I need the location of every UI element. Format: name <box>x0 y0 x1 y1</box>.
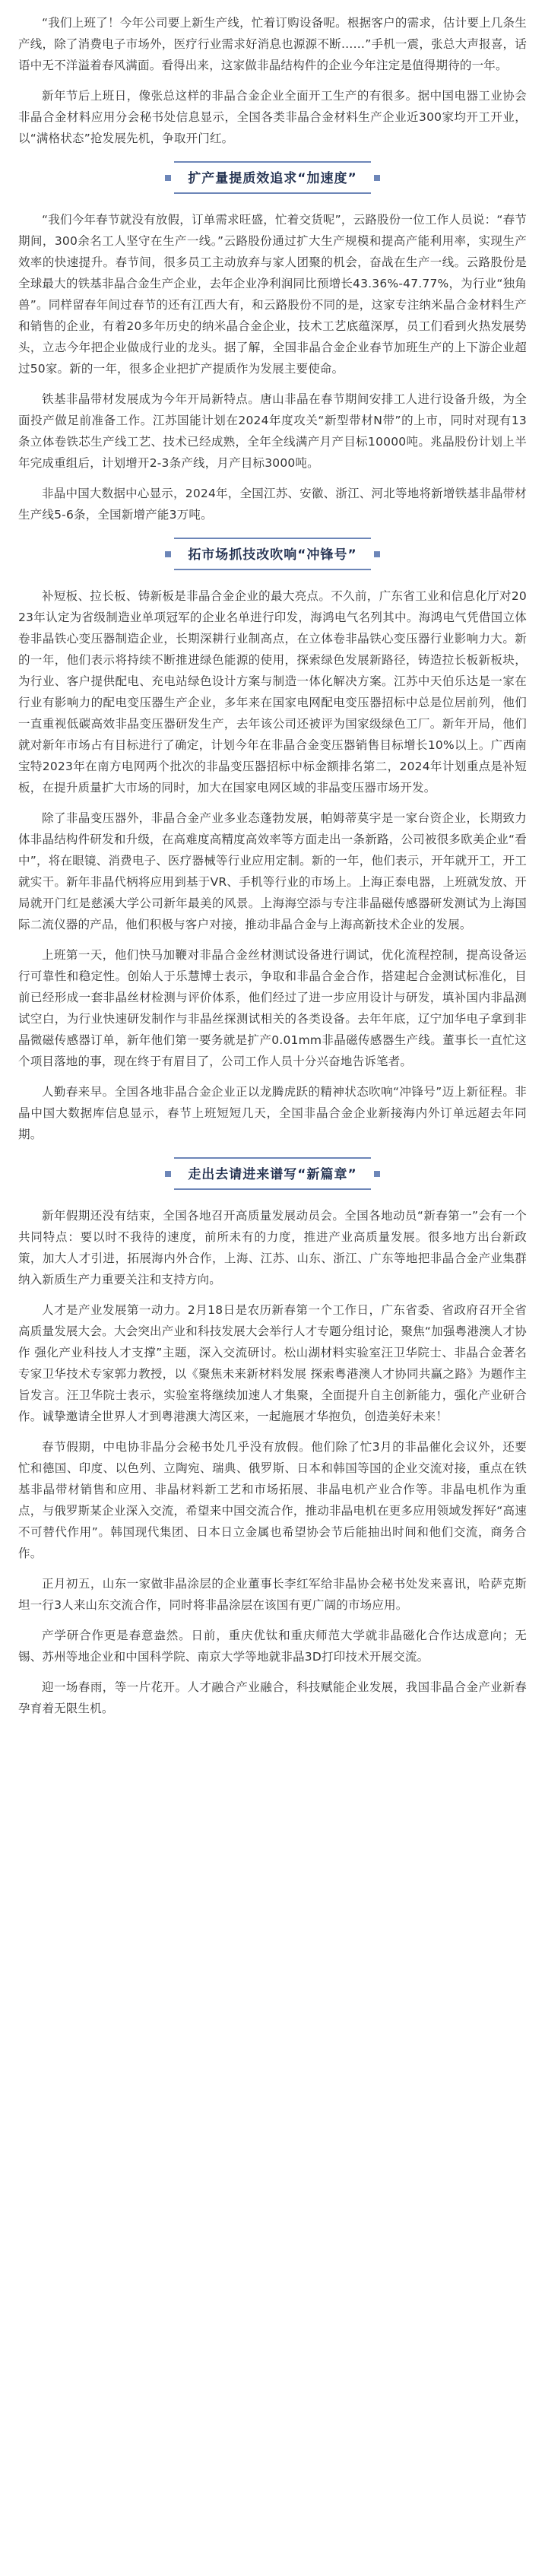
section-go-global <box>18 1157 527 1719</box>
paragraph: 除了非晶变压器外，非晶合金产业多业态蓬勃发展，帕姆蒂莫宇是一家台资企业，长期致力体非晶结构件研发和升级，在高难度高精度高效率等方面走出一条新路，公司被很多欧美企业“看中”，将在眼镜、消费电子、医疗器械等行业应用定制。新的一年，他们表示，开年就开工，开工就实干。新年非晶代柄将应用到基于VR、手机等行业的市场上。上海正泰电器，上班就发放、开局就开门红是慈溪大学公司新年最美的风景。上海海空添与专注非晶磁传感器研发测试为上海国际二流仪器的产品，他们积极与客户对接，推动非晶合金与上海高新技术企业的发展。 <box>18 811 527 931</box>
intro-section <box>18 12 527 149</box>
section-expand-capacity <box>18 161 527 525</box>
paragraph: 新年节后上班日，像张总这样的非晶合金企业全面开工生产的有很多。据中国电器工业协会非晶合金材料应用分会秘书处信息显示，全国各类非晶合金材料生产企业近300家均开工开业，以“满格状态”抢发展先机，争取开门红。 <box>18 89 527 145</box>
paragraph: 非晶中国大数据中心显示，2024年，全国江苏、安徽、浙江、河北等地将新增铁基非晶带材生产线5-6条，全国新增产能3万吨。 <box>18 487 527 522</box>
paragraph: 铁基非晶带材发展成为今年开局新特点。唐山非晶在春节期间安排工人进行设备升级，为全面投产做足前准备工作。江苏国能计划在2024年度攻关“新型带材N带”的上市，同时对现有13条立体卷铁芯生产线工艺、技术已经成熟，全年全线满产月产目标10000吨。兆晶股份计划上半年完成重组后，计划增开2-3条产线，月产目标3000吨。 <box>18 392 527 470</box>
section-heading-wrap <box>18 161 527 194</box>
section-heading-wrap <box>18 538 527 570</box>
paragraph: 上班第一天，他们快马加鞭对非晶合金丝材测试设备进行调试，优化流程控制，提高设备运行可靠性和稳定性。创始人于乐慧博士表示，争取和非晶合金合作，搭建起合金测试标准化，目前已经形成一套非晶丝材检测与评价体系，他们经过了进一步应用设计与研发，填补国内非晶测试空白，为行业快速研发制作与非晶丝探测试相关的各类设备。去年年底，辽宁加华电子拿到非晶微磁传感器订单，新年他们第一要务就是扩产0.01mm非晶磁传感器生产线。董事长一直忙这个项目落地的事，现在终于有眉目了，公司工作人员十分兴奋地告诉笔者。 <box>18 948 527 1068</box>
paragraph: 人勤春来早。全国各地非晶合金企业正以龙腾虎跃的精神状态吹响“冲锋号”迈上新征程。非晶中国大数据库信息显示，春节上班短短几天，全国非晶合金企业新接海内外订单远超去年同期。 <box>18 1085 527 1141</box>
paragraph: 新年假期还没有结束，全国各地召开高质量发展动员会。全国各地动员“新春第一”会有一个共同特点：要以时不我待的速度，前所未有的力度，推进产业高质量发展。很多地方出台新政策，加大人才引进，拓展海内外合作，上海、江苏、山东、浙江、广东等地把非晶合金产业集群纳入新质生产力重要关注和支持方向。 <box>18 1209 527 1286</box>
section-heading: 拓市场抓技改吹响“冲锋号” <box>174 538 370 570</box>
section-heading: 扩产量提质效追求“加速度” <box>174 161 370 194</box>
section-heading-wrap <box>18 1157 527 1190</box>
paragraph: 人才是产业发展第一动力。2月18日是农历新春第一个工作日，广东省委、省政府召开全省高质量发展大会。大会突出产业和科技发展大会举行人才专题分组讨论，聚焦“加强粤港澳人才协作 强化产业科技人才支撑”主题，深入交流研讨。松山湖材料实验室汪卫华院士、非晶合金著名专家卫华技术专家郭力教授，以《聚焦未来新材料发展 探索粤港澳人才协同共赢之路》为题作主旨发言。汪卫华院士表示，实验室将继续加速人才集聚，全面提升自主创新能力，强化产业研合作。诚挚邀请全世界人才到粤港澳大湾区来，一起施展才华抱负，创造美好未来！ <box>18 1303 527 1423</box>
paragraph: 正月初五，山东一家做非晶涂层的企业董事长李红军给非晶协会秘书处发来喜讯，哈萨克斯坦一行3人来山东交流合作，同时将非晶涂层在该国有更广阔的市场应用。 <box>18 1577 527 1612</box>
section-expand-market <box>18 538 527 1145</box>
section-heading: 走出去请进来谱写“新篇章” <box>174 1157 370 1190</box>
paragraph: 产学研合作更是春意盎然。日前，重庆优钛和重庆师范大学就非晶磁化合作达成意向；无锡、苏州等地企业和中国科学院、南京大学等地就非晶3D打印技术开展交流。 <box>18 1629 527 1664</box>
paragraph: 春节假期，中电协非晶分会秘书处几乎没有放假。他们除了忙3月的非晶催化会议外，还要忙和德国、印度、以色列、立陶宛、瑞典、俄罗斯、日本和韩国等国的企业交流对接，重点在铁基非晶带材销售和应用、非晶材料新工艺和市场拓展、非晶电机产业合作等。非晶电机作为重点，与俄罗斯某企业深入交流，希望来中国交流合作，推动非晶电机在更多应用领域发挥好“高速不可替代作用”。韩国现代集团、日本日立金属也希望协会节后能抽出时间和他们交流，商务合作。 <box>18 1440 527 1560</box>
paragraph: “我们上班了！今年公司要上新生产线，忙着订购设备呢。根据客户的需求，估计要上几条生产线，除了消费电子市场外，医疗行业需求好消息也源源不断……”手机一震，张总大声报喜，话语中无不洋溢着春风满面。看得出来，这家做非晶结构件的企业今年注定是值得期待的一年。 <box>18 16 527 72</box>
paragraph: 补短板、拉长板、铸新板是非晶合金企业的最大亮点。不久前，广东省工业和信息化厅对2023年认定为省级制造业单项冠军的企业名单进行印发，海鸿电气名列其中。海鸿电气凭借国立体卷非晶铁心变压器制造企业，长期深耕行业制高点，在立体卷非晶铁心变压器行业影响力大。新的一年，他们表示将持续不断推进绿色能源的使用，探索绿色发展新路径，铸造拉长板新板块，为行业、客户提供配电、充电站绿色设计方案与制造一体化解决方案。江苏中天伯乐达是一家在行业有影响力的配电变压器生产企业，多年来在国家电网配电变压器招标中总是位居前列，他们一直重视低碳高效非晶变压器研发生产，去年该公司还被评为国家级绿色工厂。新年开局，他们就对新年市场占有目标进行了确定，计划今年在非晶合金变压器销售目标增长10%以上。广西南宝特2023年在南方电网两个批次的非晶变压器招标中标金额排名第二，2024年计划重点是补短板，在提升质量扩大市场的同时，加大在国家电网区域的非晶变压器市场开发。 <box>18 589 527 795</box>
paragraph: 迎一场春雨，等一片花开。人才融合产业融合，科技赋能企业发展，我国非晶合金产业新春孕育着无限生机。 <box>18 1680 527 1715</box>
paragraph: “我们今年春节就没有放假，订单需求旺盛，忙着交货呢”，云路股份一位工作人员说：“春节期间，300余名工人坚守在生产一线。”云路股份通过扩大生产规模和提高产能利用率，实现生产效率的快速提升。春节间，很多员工主动放弃与家人团聚的机会，奋战在生产一线。云路股份是全球最大的铁基非晶合金生产企业，去年企业净利润同比预增长43.36%-47.77%，为行业“独角兽”。同样留春年间过春节的还有江西大有，和云路股份不同的是，这家专注纳米晶合金材料生产和销售的企业，有着20多年历史的纳米晶合金企业，技术工艺底蕴深厚，员工们看到火热发展势头，立志今年把企业做成行业的龙头。据了解，全国非晶合金企业春节加班生产的上下游企业超过50家。新的一年，很多企业把扩产提质作为发展主要使命。 <box>18 213 527 376</box>
